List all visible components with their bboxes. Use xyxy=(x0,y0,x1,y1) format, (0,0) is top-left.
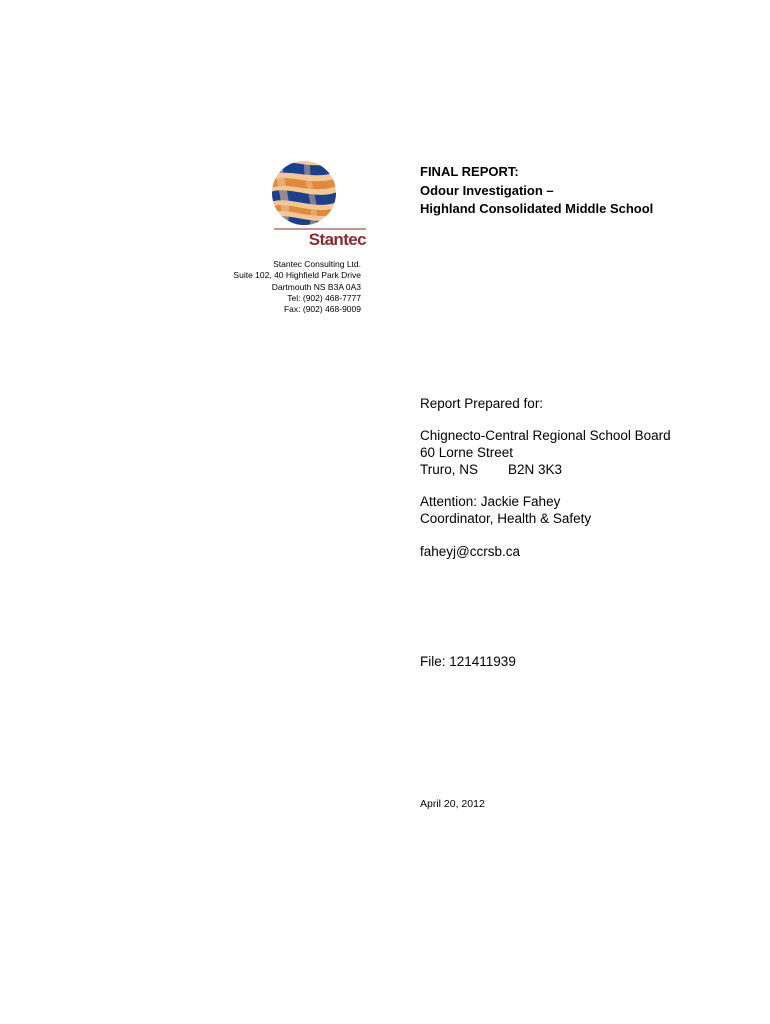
report-title-line-2: Odour Investigation – xyxy=(420,182,554,198)
recipient-heading: Report Prepared for: xyxy=(420,396,544,411)
company-fax: Fax: (902) 468-9009 xyxy=(283,304,361,315)
recipient-city-line xyxy=(420,461,671,478)
brand-name: Stantec xyxy=(308,230,366,249)
report-title xyxy=(420,163,653,219)
recipient-role: Coordinator, Health & Safety xyxy=(420,511,592,526)
file-number: File: 121411939 xyxy=(420,654,516,669)
recipient-postal-code: B2N 3K3 xyxy=(508,462,563,477)
company-tel: Tel: (902) 468-7777 xyxy=(287,292,361,303)
company-name: Stantec Consulting Ltd. xyxy=(273,259,361,269)
recipient-email: faheyj@ccrsb.ca xyxy=(420,544,520,559)
report-title-line-1: FINAL REPORT: xyxy=(420,164,519,179)
recipient-street: 60 Lorne Street xyxy=(420,445,514,460)
company-city: Dartmouth NS B3A 0A3 xyxy=(271,281,361,292)
recipient-organization: Chignecto-Central Regional School Board xyxy=(420,428,671,443)
recipient-city: Truro, NS xyxy=(420,462,479,477)
report-date: April 20, 2012 xyxy=(420,798,485,810)
report-title-line-3: Highland Consolidated Middle School xyxy=(420,201,654,216)
company-address xyxy=(200,259,361,315)
company-street: Suite 102, 40 Highfield Park Drive xyxy=(233,270,361,281)
recipient-attention: Attention: Jackie Fahey xyxy=(420,494,561,509)
recipient-block xyxy=(420,395,671,560)
